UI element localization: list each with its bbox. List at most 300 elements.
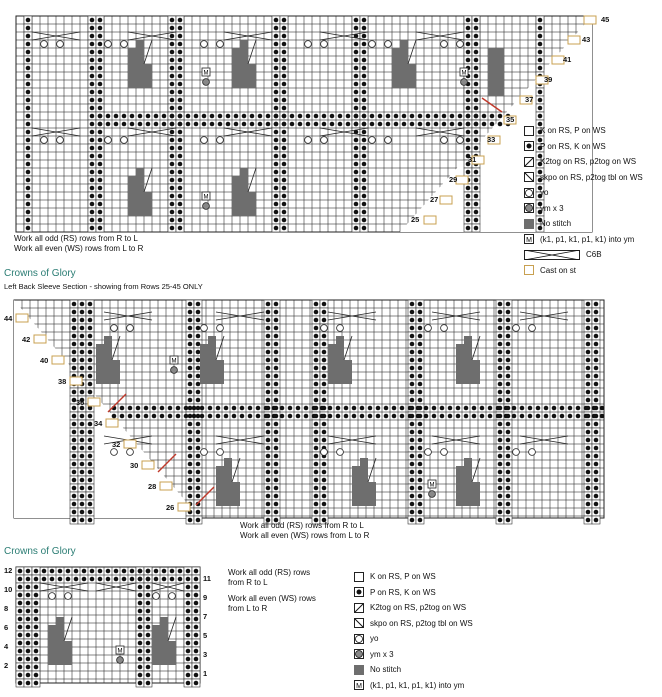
purl-dot [418, 398, 423, 403]
purl-dot [472, 414, 477, 419]
purl-dot [178, 138, 183, 143]
purl-dot [26, 170, 31, 175]
purl-dot [88, 366, 93, 371]
purl-dot [466, 122, 471, 127]
purl-dot [538, 66, 543, 71]
purl-dot [466, 90, 471, 95]
yo-circle [57, 41, 64, 48]
purl-dot [266, 454, 271, 459]
purl-dot [34, 593, 39, 598]
purl-dot [250, 122, 255, 127]
purl-dot [274, 106, 279, 111]
purl-dot [188, 438, 193, 443]
purl-dot [384, 414, 389, 419]
purl-dot [98, 186, 103, 191]
purl-dot [410, 358, 415, 363]
row-number: 31 [468, 155, 477, 164]
purl-dot [450, 122, 455, 127]
purl-dot [26, 122, 31, 127]
purl-dot [88, 494, 93, 499]
purl-dot [362, 74, 367, 79]
purl-dot [88, 310, 93, 315]
purl-dot [410, 478, 415, 483]
no-stitch-block [64, 641, 72, 665]
purl-dot [88, 510, 93, 515]
purl-dot [188, 454, 193, 459]
legend-label: (k1, p1, k1, p1, k1) into ym [370, 680, 465, 690]
purl-dot [90, 34, 95, 39]
purl-dot [188, 358, 193, 363]
purl-dot [314, 318, 319, 323]
purl-dot [160, 406, 165, 411]
purl-dot [72, 358, 77, 363]
purl-dot [354, 154, 359, 159]
row-number-left: 10 [4, 585, 13, 594]
purl-dot [138, 633, 143, 638]
purl-dot [136, 414, 141, 419]
no-stitch-block [368, 482, 376, 506]
purl-dot [196, 422, 201, 427]
purl-dot [594, 310, 599, 315]
purl-dot [474, 114, 479, 119]
purl-dot [72, 438, 77, 443]
purl-dot [506, 502, 511, 507]
purl-dot [88, 358, 93, 363]
purl-dot [80, 454, 85, 459]
purl-dot [146, 665, 151, 670]
purl-dot [586, 302, 591, 307]
purl-dot [90, 577, 95, 582]
purl-dot [362, 106, 367, 111]
purl-dot [498, 422, 503, 427]
purl-dot [474, 106, 479, 111]
purl-dot [538, 106, 543, 111]
purl-dot [186, 641, 191, 646]
purl-dot [314, 334, 319, 339]
purl-dot [80, 318, 85, 323]
purl-dot [72, 454, 77, 459]
purl-dot [282, 74, 287, 79]
purl-dot [354, 178, 359, 183]
purl-dot [122, 114, 127, 119]
purl-dot [26, 34, 31, 39]
purl-dot [18, 569, 23, 574]
cast-on-cell [440, 196, 452, 204]
no-stitch-block [248, 192, 256, 216]
purl-dot [98, 74, 103, 79]
legend-item [524, 264, 576, 277]
purl-dot [314, 478, 319, 483]
yo-circle [385, 41, 392, 48]
purl-dot [178, 170, 183, 175]
purl-dot [594, 462, 599, 467]
purl-dot [138, 673, 143, 678]
purl-dot [282, 226, 287, 231]
purl-dot [82, 577, 87, 582]
legend-label: P on RS, K on WS [370, 587, 436, 597]
purl-dot [26, 625, 31, 630]
purl-dot [378, 114, 383, 119]
purl-dot [98, 58, 103, 63]
purl-dot [498, 366, 503, 371]
purl-dot [26, 633, 31, 638]
purl-dot [98, 154, 103, 159]
purl-dot [498, 358, 503, 363]
yo-circle [111, 449, 118, 456]
purl-dot [202, 114, 207, 119]
purl-dot [264, 406, 269, 411]
purl-dot [98, 130, 103, 135]
purl-dot [72, 502, 77, 507]
purl-dot [170, 106, 175, 111]
chart-section-1 [16, 16, 596, 232]
purl-dot [188, 470, 193, 475]
purl-dot [418, 334, 423, 339]
purl-dot [26, 154, 31, 159]
purl-dot [586, 390, 591, 395]
no-stitch-block [128, 48, 144, 88]
purl-dot [362, 146, 367, 151]
purl-dot [240, 406, 245, 411]
purl-dot [442, 114, 447, 119]
purl-dot [266, 350, 271, 355]
purl-dot [90, 210, 95, 215]
purl-dot [18, 641, 23, 646]
purl-dot [536, 406, 541, 411]
purl-dot [98, 42, 103, 47]
purl-dot [138, 657, 143, 662]
purl-dot [266, 326, 271, 331]
legend-item [524, 171, 643, 184]
purl-dot [90, 186, 95, 191]
purl-dot [274, 74, 279, 79]
purl-dot [488, 414, 493, 419]
purl-dot [322, 438, 327, 443]
legend-label: C6B [586, 250, 602, 259]
purl-dot [432, 414, 437, 419]
purl-dot [496, 406, 501, 411]
purl-dot [474, 90, 479, 95]
purl-dot [584, 414, 589, 419]
purl-dot [466, 138, 471, 143]
purl-dot [354, 82, 359, 87]
purl-dot [98, 34, 103, 39]
purl-dot [314, 310, 319, 315]
no-stitch-block [344, 360, 352, 384]
purl-dot [506, 374, 511, 379]
no-stitch-block [336, 336, 344, 344]
purl-dot [274, 342, 279, 347]
purl-dot [410, 494, 415, 499]
legend-label: P on RS, K on WS [540, 141, 606, 151]
yo-circle [321, 325, 328, 332]
yo-circle [217, 41, 224, 48]
purl-dot [280, 406, 285, 411]
purl-dot [196, 334, 201, 339]
purl-dot [362, 170, 367, 175]
ym3-ball-icon [524, 203, 534, 213]
purl-dot [506, 334, 511, 339]
purl-dot [538, 42, 543, 47]
purl-dot [234, 114, 239, 119]
no-stitch-block [464, 458, 472, 466]
purl-dot [410, 342, 415, 347]
purl-dot [498, 510, 503, 515]
purl-dot [226, 114, 231, 119]
purl-dot [90, 569, 95, 574]
purl-dot [80, 422, 85, 427]
row-number: 27 [430, 195, 439, 204]
ym3-ball-icon [354, 649, 364, 659]
yo-circle [201, 137, 208, 144]
purl-dot [274, 502, 279, 507]
purl-dot [194, 577, 199, 582]
svg-text:M: M [526, 237, 532, 244]
purl-dot [18, 657, 23, 662]
purl-dot [474, 50, 479, 55]
purl-dot [410, 502, 415, 507]
purl-dot [354, 98, 359, 103]
purl-dot [584, 406, 589, 411]
purl-dot [410, 326, 415, 331]
purl-dot [162, 114, 167, 119]
purl-dot [80, 510, 85, 515]
purl-dot [576, 414, 581, 419]
purl-dot [80, 366, 85, 371]
purl-dot [178, 58, 183, 63]
row-number: 30 [130, 461, 139, 470]
yo-circle [457, 41, 464, 48]
purl-dot [146, 585, 151, 590]
purl-dot [586, 446, 591, 451]
cast-on-cell [52, 356, 64, 364]
purl-dot [362, 66, 367, 71]
purl-dot [330, 122, 335, 127]
purl-dot [384, 406, 389, 411]
purl-dot [186, 577, 191, 582]
purl-dot [274, 162, 279, 167]
purl-dot [274, 178, 279, 183]
purl-dot [146, 569, 151, 574]
purl-dot [506, 478, 511, 483]
purl-dot [88, 374, 93, 379]
purl-dot [474, 226, 479, 231]
purl-dot [224, 414, 229, 419]
purl-dot [322, 502, 327, 507]
row-number-right: 9 [203, 593, 208, 602]
purl-dot [426, 114, 431, 119]
purl-dot [296, 414, 301, 419]
purl-dot [218, 122, 223, 127]
purl-dot [424, 414, 429, 419]
purl-dot [456, 414, 461, 419]
purl-dot [322, 310, 327, 315]
purl-dot [480, 406, 485, 411]
purl-dot [72, 486, 77, 491]
purl-dot [178, 569, 183, 574]
purl-dot [594, 454, 599, 459]
purl-dot [466, 26, 471, 31]
purl-dot [376, 406, 381, 411]
purl-dot [378, 122, 383, 127]
purl-dot [178, 42, 183, 47]
purl-dot [314, 114, 319, 119]
purl-dot [362, 26, 367, 31]
purl-dot [138, 617, 143, 622]
purl-dot [146, 673, 151, 678]
purl-dot [506, 390, 511, 395]
cast-on-cell [160, 482, 172, 490]
purl-dot [72, 326, 77, 331]
purl-dot [196, 318, 201, 323]
purl-dot [98, 170, 103, 175]
purl-dot [138, 601, 143, 606]
purl-dot [106, 122, 111, 127]
purl-dot [594, 374, 599, 379]
no-stitch-block [360, 458, 368, 466]
purl-dot [354, 170, 359, 175]
purl-dot [80, 350, 85, 355]
purl-dot [80, 494, 85, 499]
purl-dot [274, 302, 279, 307]
section3-note-4: from L to R [228, 604, 268, 613]
purl-dot [170, 210, 175, 215]
purl-dot [200, 406, 205, 411]
purl-dot [90, 122, 95, 127]
purl-dot [232, 406, 237, 411]
purl-dot [466, 218, 471, 223]
row-number-right: 1 [203, 669, 208, 678]
purl-dot [98, 82, 103, 87]
purl-dot [314, 374, 319, 379]
row-number-right: 5 [203, 631, 208, 640]
purl-dot [170, 122, 175, 127]
purl-dot [18, 617, 23, 622]
legend-2 [354, 570, 514, 690]
purl-dot [354, 122, 359, 127]
purl-dot [138, 577, 143, 582]
purl-dot [506, 494, 511, 499]
purl-dot [196, 310, 201, 315]
purl-dot [88, 422, 93, 427]
purl-dot [594, 518, 599, 523]
purl-dot [88, 454, 93, 459]
purl-dot [184, 414, 189, 419]
no-stitch-block [240, 168, 248, 176]
purl-dot [274, 26, 279, 31]
purl-dot [594, 494, 599, 499]
purl-dot [196, 494, 201, 499]
purl-dot [242, 114, 247, 119]
purl-dot [538, 58, 543, 63]
purl-dot [266, 114, 271, 119]
purl-dot [170, 74, 175, 79]
dot-square-icon [524, 141, 534, 151]
purl-dot [232, 414, 237, 419]
purl-dot [362, 122, 367, 127]
purl-dot [274, 154, 279, 159]
purl-dot [194, 657, 199, 662]
purl-dot [98, 90, 103, 95]
purl-dot [314, 470, 319, 475]
purl-dot [42, 577, 47, 582]
purl-dot [440, 414, 445, 419]
ym3-ball [203, 203, 210, 210]
purl-dot [26, 210, 31, 215]
m-label: M [171, 358, 177, 365]
purl-dot [146, 577, 151, 582]
purl-dot [322, 350, 327, 355]
purl-dot [474, 58, 479, 63]
purl-dot [586, 318, 591, 323]
purl-dot [568, 406, 573, 411]
purl-dot [498, 446, 503, 451]
purl-dot [80, 470, 85, 475]
purl-dot [314, 350, 319, 355]
purl-dot [418, 470, 423, 475]
purl-dot [474, 218, 479, 223]
purl-dot [266, 510, 271, 515]
purl-dot [188, 318, 193, 323]
purl-dot [282, 42, 287, 47]
purl-dot [98, 226, 103, 231]
legend-item [524, 248, 602, 261]
purl-dot [186, 633, 191, 638]
purl-dot [196, 350, 201, 355]
purl-dot [418, 342, 423, 347]
purl-dot [194, 641, 199, 646]
purl-dot [274, 66, 279, 71]
purl-dot [66, 577, 71, 582]
purl-dot [418, 390, 423, 395]
yo-circle [169, 593, 176, 600]
section3-title: Crowns of Glory [4, 546, 76, 557]
purl-dot [282, 66, 287, 71]
purl-dot [90, 178, 95, 183]
purl-dot [34, 569, 39, 574]
purl-dot [314, 446, 319, 451]
legend-label: K on RS, P on WS [540, 126, 606, 135]
purl-dot [586, 350, 591, 355]
purl-dot [194, 673, 199, 678]
yo-circle [425, 449, 432, 456]
yo-circle [529, 325, 536, 332]
purl-dot [354, 210, 359, 215]
purl-dot [418, 446, 423, 451]
legend-label: ym x 3 [540, 203, 564, 213]
purl-dot [266, 374, 271, 379]
purl-dot [288, 414, 293, 419]
purl-dot [466, 202, 471, 207]
purl-dot [600, 414, 605, 419]
purl-dot [362, 162, 367, 167]
purl-dot [474, 122, 479, 127]
purl-dot [170, 130, 175, 135]
purl-dot [178, 210, 183, 215]
purl-dot [80, 414, 85, 419]
purl-dot [72, 446, 77, 451]
purl-dot [314, 422, 319, 427]
purl-dot [146, 657, 151, 662]
purl-dot [410, 318, 415, 323]
purl-dot [354, 162, 359, 167]
purl-dot [250, 114, 255, 119]
purl-dot [282, 194, 287, 199]
purl-dot [274, 374, 279, 379]
purl-dot [26, 130, 31, 135]
purl-dot [314, 366, 319, 371]
cast-on-cell [568, 36, 580, 44]
